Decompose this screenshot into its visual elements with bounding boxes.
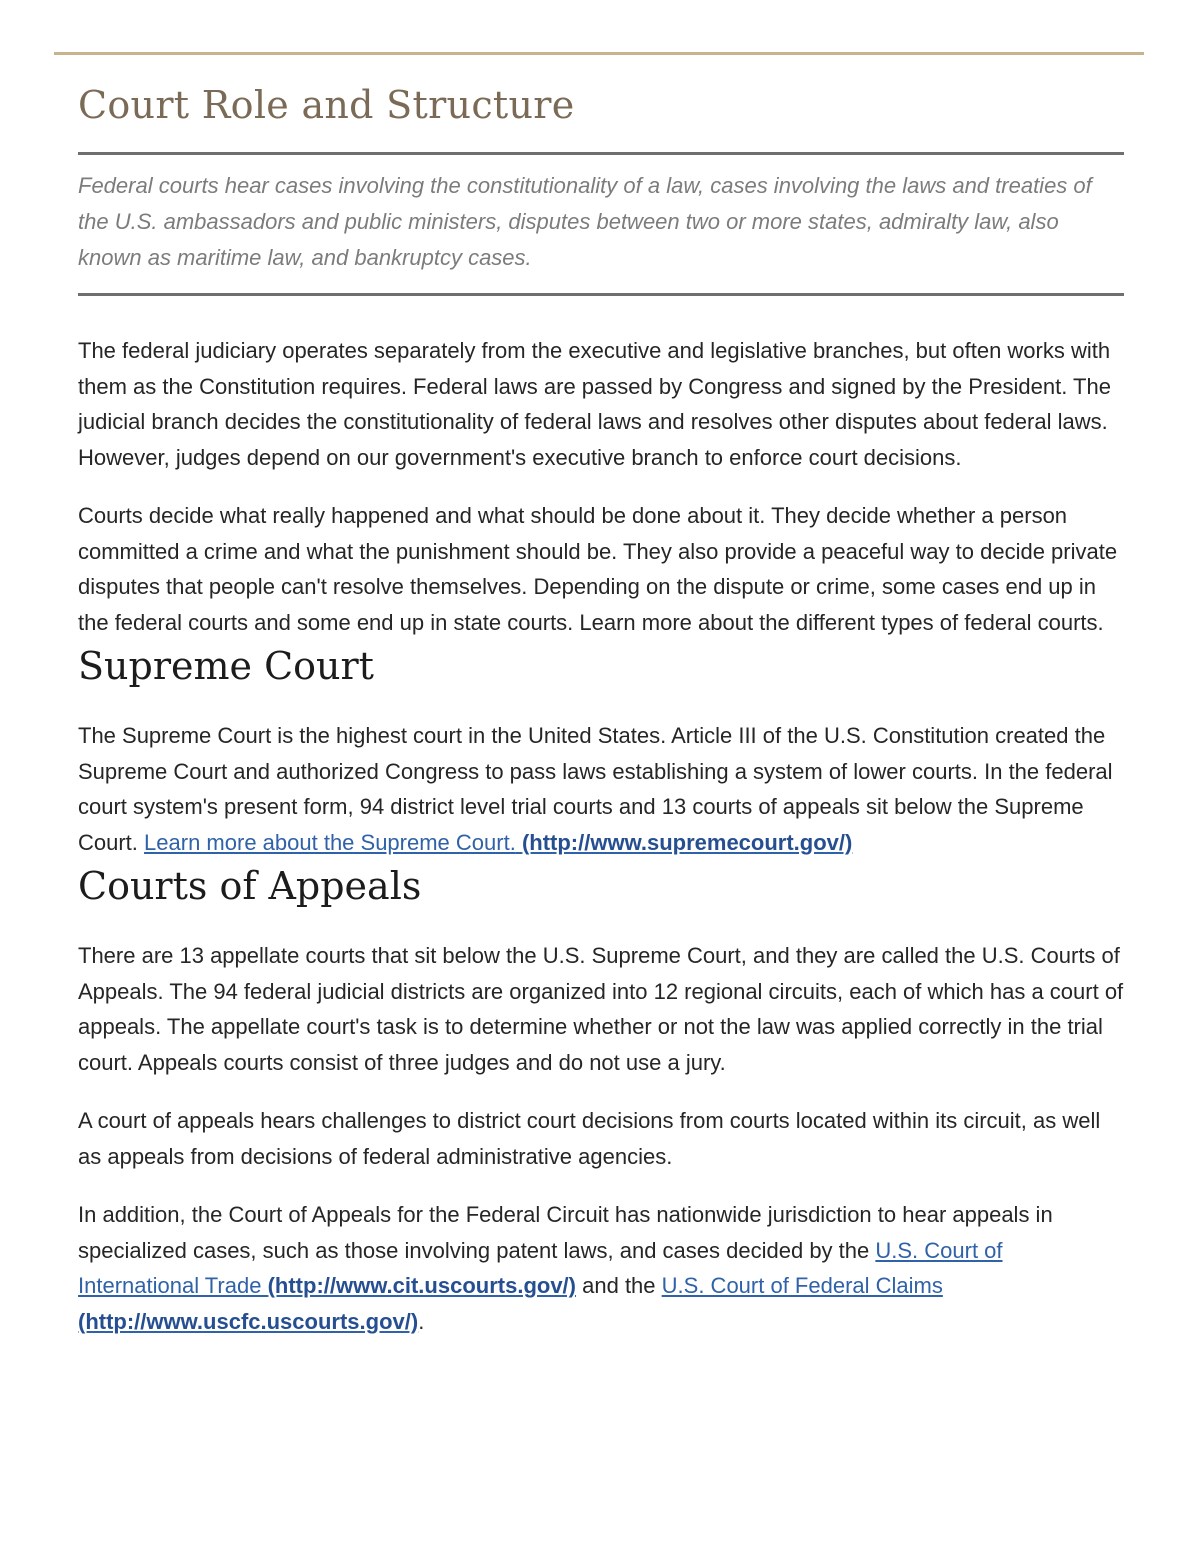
appeals-paragraph-3 (78, 1197, 1124, 1339)
page-title: Court Role and Structure (78, 83, 575, 127)
supreme-court-link-text: Learn more about the Supreme Court. (144, 829, 516, 855)
supreme-court-link-url: (http://www.supremecourt.gov/) (521, 829, 853, 855)
appeals-p3-end: . (418, 1308, 425, 1334)
federal-claims-link-text: U.S. Court of Federal Claims (661, 1273, 943, 1298)
intro-paragraph-2: Courts decide what really happened and what should be done about it. They decide whether a person committed a crime and what the punishment should be. They also provide a peaceful way to decide private disputes that people can't resolve themselves. Depending on the dispute or crime, some cases end up in the federal courts and some end up in state courts. Learn more about the different types of federal courts. (78, 503, 1118, 635)
supreme-court-paragraph (78, 718, 1124, 860)
courts-of-appeals-heading: Courts of Appeals (78, 864, 422, 908)
page-content (78, 80, 1124, 1339)
supreme-court-link[interactable] (144, 830, 852, 855)
international-trade-link-text: U.S. Court of International Trade (78, 1237, 1003, 1298)
summary-text: Federal courts hear cases involving the constitutionality of a law, cases involving the laws and treaties of the U.S. ambassadors and public ministers, disputes between two or more states, admiralty law, also known as maritime law, and bankruptcy cases. (78, 173, 1092, 270)
appeals-p3-before: In addition, the Court of Appeals for the Federal Circuit has nationwide jurisdiction to hear appeals in specialized cases, such as those involving patent laws, and cases decided by the (78, 1202, 1053, 1263)
appeals-paragraph-2: A court of appeals hears challenges to district court decisions from courts located within its circuit, as well as appeals from decisions of federal administrative agencies. (78, 1108, 1101, 1169)
appeals-p3-middle: and the (582, 1273, 656, 1298)
international-trade-link-url: (http://www.cit.uscourts.gov/) (267, 1273, 576, 1298)
supreme-court-text: The Supreme Court is the highest court in the United States. Article III of the U.S. Constitution created the Supreme Court and authorized Congress to pass laws establishing a system of lower courts. In the federal court system's present form, 94 district level trial courts and 13 courts of appeals sit below the Supreme Court. (78, 723, 1113, 855)
appeals-paragraph-1: There are 13 appellate courts that sit below the U.S. Supreme Court, and they are called the U.S. Courts of Appeals. The 94 federal judicial districts are organized into 12 regional circuits, each of which has a court of appeals. The appellate court's task is to determine whether or not the law was applied correctly in the trial court. Appeals courts consist of three judges and do not use a jury. (78, 943, 1124, 1075)
supreme-court-heading: Supreme Court (78, 644, 374, 688)
intro-paragraph-1: The federal judiciary operates separately from the executive and legislative branches, but often works with them as the Constitution requires. Federal laws are passed by Congress and signed by the President. The judicial branch decides the constitutionality of federal laws and resolves other disputes about federal laws. However, judges depend on our government's executive branch to enforce court decisions. (78, 338, 1111, 470)
federal-claims-link-url: (http://www.uscfc.uscourts.gov/) (78, 1308, 419, 1334)
top-divider (54, 52, 1144, 55)
summary-callout (78, 152, 1124, 296)
